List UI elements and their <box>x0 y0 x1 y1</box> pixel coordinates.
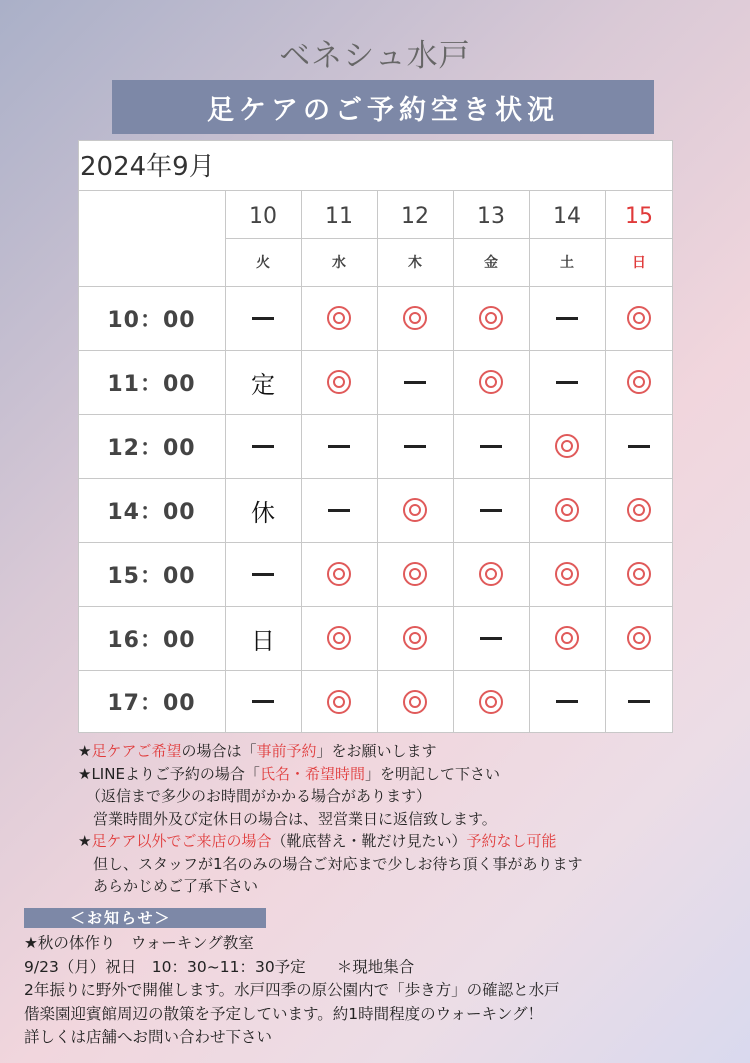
slot-cell <box>377 286 453 350</box>
slot-cell <box>529 670 605 733</box>
unavailable-mark <box>404 381 426 384</box>
time-slot: 10：00 <box>107 307 196 333</box>
shop-title: ベネシュ水戸 <box>279 38 471 74</box>
weekday-label: 金 <box>484 255 498 271</box>
available-mark <box>627 626 651 650</box>
available-mark <box>627 498 651 522</box>
slot-cell <box>301 542 377 606</box>
schedule-table <box>78 140 673 733</box>
note-line-5: ★足ケア以外でご来店の場合（靴底替え・靴だけ見たい）予約なし可能 <box>78 832 557 850</box>
note-line-6: 但し、スタッフが1名のみの場合ご対応まで少しお待ち頂く事があります <box>93 854 583 873</box>
unavailable-mark <box>328 445 350 448</box>
slot-cell <box>225 286 301 350</box>
available-mark <box>479 370 503 394</box>
available-mark <box>403 306 427 330</box>
slot-cell <box>605 542 673 606</box>
unavailable-mark <box>556 700 578 703</box>
slot-cell <box>453 670 529 733</box>
time-slot: 16：00 <box>107 627 196 653</box>
slot-cell <box>605 670 673 733</box>
slot-cell <box>377 350 453 414</box>
announcement-label: ＜お知らせ＞ <box>24 908 266 928</box>
slot-cell <box>225 606 301 670</box>
unavailable-mark <box>556 381 578 384</box>
day-number: 15 <box>625 203 653 229</box>
available-mark <box>479 562 503 586</box>
weekday-label: 日 <box>632 255 646 271</box>
unavailable-mark <box>628 700 650 703</box>
slot-cell <box>453 478 529 542</box>
time-slot: 14：00 <box>107 499 196 525</box>
slot-cell <box>605 350 673 414</box>
weekday-label: 木 <box>408 255 422 271</box>
closed-label: 定 <box>251 370 275 399</box>
available-mark <box>403 562 427 586</box>
available-mark <box>555 498 579 522</box>
day-number: 13 <box>477 203 505 229</box>
available-mark <box>479 306 503 330</box>
day-number: 12 <box>401 203 429 229</box>
unavailable-mark <box>628 445 650 448</box>
unavailable-mark <box>404 445 426 448</box>
available-mark <box>479 690 503 714</box>
slot-cell <box>529 478 605 542</box>
available-mark <box>555 562 579 586</box>
slot-cell <box>225 542 301 606</box>
slot-cell <box>377 670 453 733</box>
slot-cell <box>377 542 453 606</box>
slot-cell <box>605 414 673 478</box>
time-slot: 12：00 <box>107 435 196 461</box>
available-mark <box>327 690 351 714</box>
slot-cell <box>301 350 377 414</box>
available-mark <box>327 306 351 330</box>
slot-cell <box>377 414 453 478</box>
unavailable-mark <box>252 445 274 448</box>
available-mark <box>555 626 579 650</box>
time-slot: 11：00 <box>107 371 196 397</box>
slot-cell <box>301 606 377 670</box>
slot-cell <box>529 542 605 606</box>
unavailable-mark <box>328 509 350 512</box>
notes <box>78 740 718 898</box>
available-mark <box>403 626 427 650</box>
slot-cell <box>453 542 529 606</box>
day-number: 14 <box>553 203 581 229</box>
slot-cell <box>605 478 673 542</box>
note-line-7: あらかじめご了承下さい <box>93 877 259 895</box>
weekday-label: 火 <box>256 255 270 271</box>
available-mark <box>403 690 427 714</box>
unavailable-mark <box>252 573 274 576</box>
closed-label: 日 <box>251 626 275 655</box>
announcement-line: 9/23（月）祝日 10：30~11：30予定 ＊現地集合 <box>24 957 415 976</box>
announcement-line: 詳しくは店舗へお問い合わせ下さい <box>24 1028 273 1046</box>
slot-cell <box>529 286 605 350</box>
available-mark <box>627 370 651 394</box>
slot-cell <box>301 414 377 478</box>
available-mark <box>327 562 351 586</box>
month-label: 2024年9月 <box>80 152 215 182</box>
slot-cell <box>225 350 301 414</box>
slot-cell <box>529 414 605 478</box>
weekday-label: 土 <box>560 255 574 271</box>
announcement <box>24 932 734 1050</box>
slot-cell <box>301 286 377 350</box>
available-mark <box>555 434 579 458</box>
slot-cell <box>605 286 673 350</box>
available-mark <box>327 626 351 650</box>
unavailable-mark <box>480 445 502 448</box>
slot-cell <box>453 286 529 350</box>
slot-cell <box>301 478 377 542</box>
available-mark <box>627 306 651 330</box>
slot-cell <box>529 350 605 414</box>
slot-cell <box>301 670 377 733</box>
slot-cell <box>529 606 605 670</box>
closed-label: 休 <box>251 498 275 527</box>
day-number: 11 <box>325 203 353 229</box>
announcement-line: 2年振りに野外で開催します。水戸四季の原公園内で「歩き方」の確認と水戸 <box>24 981 560 999</box>
slot-cell <box>453 350 529 414</box>
unavailable-mark <box>556 317 578 320</box>
slot-cell <box>377 606 453 670</box>
slot-cell <box>225 414 301 478</box>
available-mark <box>403 498 427 522</box>
announcement-line: ★秋の体作り ウォーキング教室 <box>24 934 254 952</box>
unavailable-mark <box>252 317 274 320</box>
available-mark <box>627 562 651 586</box>
day-number: 10 <box>249 203 277 229</box>
unavailable-mark <box>480 509 502 512</box>
page-banner: 足ケアのご予約空き状況 <box>112 80 654 134</box>
slot-cell <box>605 606 673 670</box>
note-line-4: 営業時間外及び定休日の場合は、翌営業日に返信致します。 <box>93 809 497 828</box>
slot-cell <box>225 478 301 542</box>
note-line-2: ★LINEよりご予約の場合「氏名・希望時間」を明記して下さい <box>78 764 500 783</box>
time-slot: 17：00 <box>107 691 196 716</box>
note-line-1: ★足ケアご希望の場合は「事前予約」をお願いします <box>78 742 437 760</box>
time-slot: 15：00 <box>107 563 196 589</box>
unavailable-mark <box>480 637 502 640</box>
slot-cell <box>453 606 529 670</box>
note-line-3: （返信まで多少のお時間がかかる場合があります） <box>86 787 432 805</box>
slot-cell <box>225 670 301 733</box>
available-mark <box>327 370 351 394</box>
unavailable-mark <box>252 700 274 703</box>
slot-cell <box>377 478 453 542</box>
announcement-line: 偕楽園迎賓館周辺の散策を予定しています。約1時間程度のウォーキング！ <box>24 1004 544 1023</box>
slot-cell <box>453 414 529 478</box>
weekday-label: 水 <box>332 255 346 271</box>
